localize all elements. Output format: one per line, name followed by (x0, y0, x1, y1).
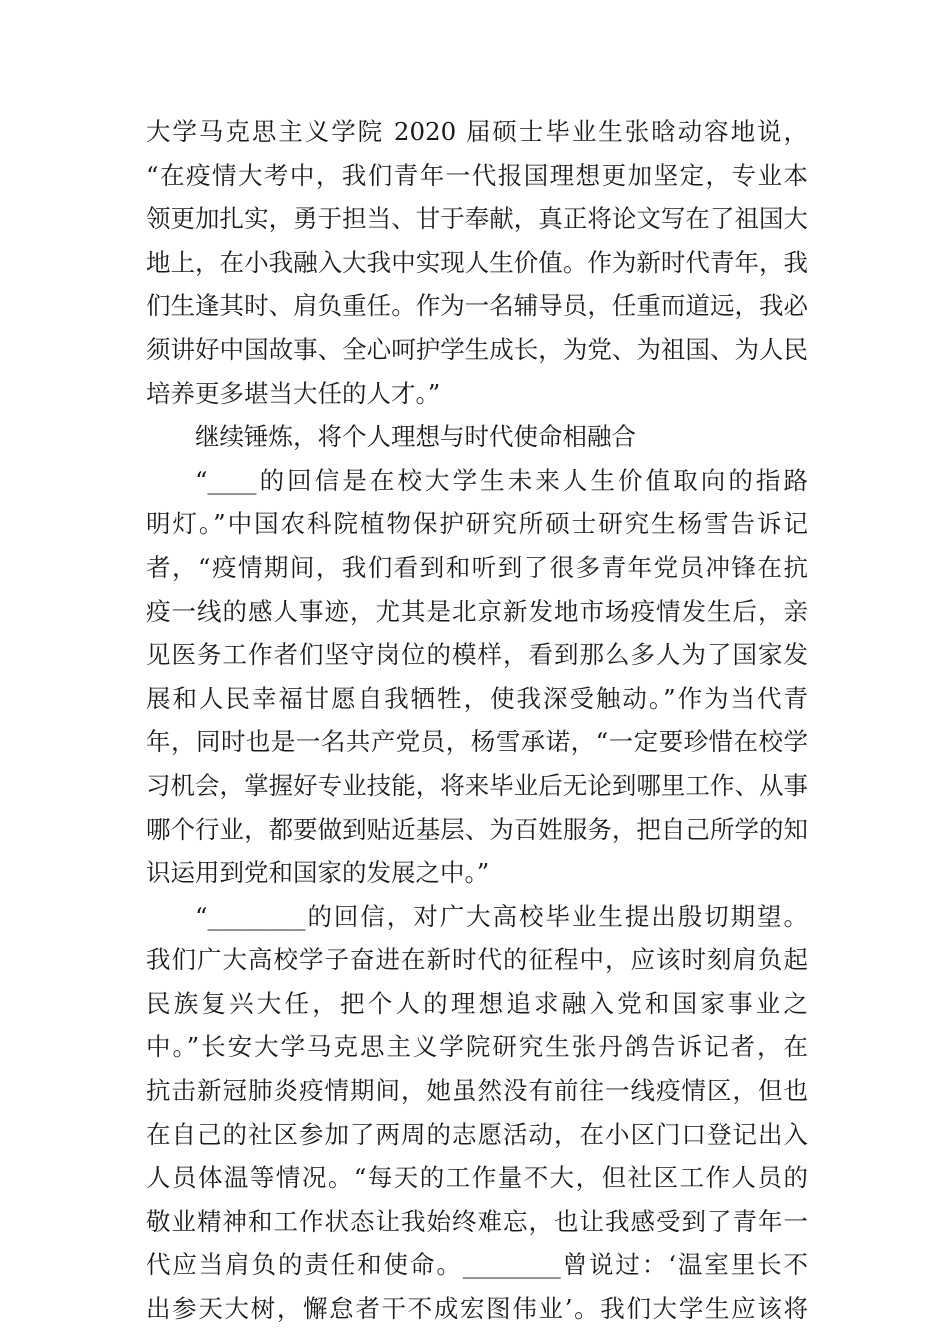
text-line: 者，“疫情期间，我们看到和听到了很多青年党员冲锋在抗 (146, 552, 808, 582)
heading-text: 继续锤炼，将个人理想与时代使命相融合 (195, 422, 636, 452)
text-line: 代应当肩负的责任和使命。________曾说过：‘温室里长不 (146, 1250, 808, 1280)
text-line: 我们广大高校学子奋进在新时代的征程中，应该时刻肩负起 (146, 945, 808, 975)
paragraph-1 (146, 110, 808, 415)
text-line: 识运用到党和国家的发展之中。” (146, 858, 490, 888)
section-heading (146, 415, 808, 459)
text-line: 培养更多堪当大任的人才。” (146, 378, 441, 408)
text-line: 明灯。”中国农科院植物保护研究所硕士研究生杨雪告诉记 (146, 509, 808, 539)
text-line: 们生逢其时、肩负重任。作为一名辅导员，任重而道远，我必 (146, 291, 808, 321)
text-line: 哪个行业，都要做到贴近基层、为百姓服务，把自己所学的知 (146, 814, 808, 844)
document-body (146, 110, 808, 1331)
text-line: “________的回信，对广大高校毕业生提出殷切期望。 (195, 901, 808, 931)
text-line: 领更加扎实，勇于担当、甘于奉献，真正将论文写在了祖国大 (146, 204, 808, 234)
text-line: 大学马克思主义学院 2020 届硕士毕业生张晗动容地说， (146, 117, 808, 146)
text-line: 见医务工作者们坚守岗位的模样，看到那么多人为了国家发 (146, 640, 808, 670)
text-line: “____的回信是在校大学生未来人生价值取向的指路 (195, 465, 808, 495)
text-line: 展和人民幸福甘愿自我牺牲，使我深受触动。”作为当代青 (146, 683, 808, 713)
paragraph-4 (146, 895, 808, 1331)
text-line: 疫一线的感人事迹，尤其是北京新发地市场疫情发生后，亲 (146, 596, 808, 626)
text-line: “在疫情大考中，我们青年一代报国理想更加坚定，专业本 (146, 160, 808, 190)
text-line: 在自己的社区参加了两周的志愿活动，在小区门口登记出入 (146, 1119, 808, 1149)
text-line: 出参天大树，懈怠者干不成宏图伟业’。我们大学生应该将 (146, 1294, 808, 1324)
text-line: 须讲好中国故事、全心呵护学生成长，为党、为祖国、为人民 (146, 334, 808, 364)
text-line: 民族复兴大任，把个人的理想追求融入党和国家事业之 (146, 988, 808, 1018)
text-line: 习机会，掌握好专业技能，将来毕业后无论到哪里工作、从事 (146, 770, 808, 800)
text-line: 年，同时也是一名共产党员，杨雪承诺，“一定要珍惜在校学 (146, 727, 808, 757)
text-line: 敬业精神和工作状态让我始终难忘，也让我感受到了青年一 (146, 1206, 808, 1236)
text-line: 地上，在小我融入大我中实现人生价值。作为新时代青年，我 (146, 247, 808, 277)
text-line: 中。”长安大学马克思主义学院研究生张丹鸽告诉记者，在 (146, 1032, 808, 1062)
paragraph-3 (146, 459, 808, 895)
text-line: 人员体温等情况。“每天的工作量不大，但社区工作人员的 (146, 1163, 808, 1193)
text-line: 抗击新冠肺炎疫情期间，她虽然没有前往一线疫情区，但也 (146, 1076, 808, 1106)
